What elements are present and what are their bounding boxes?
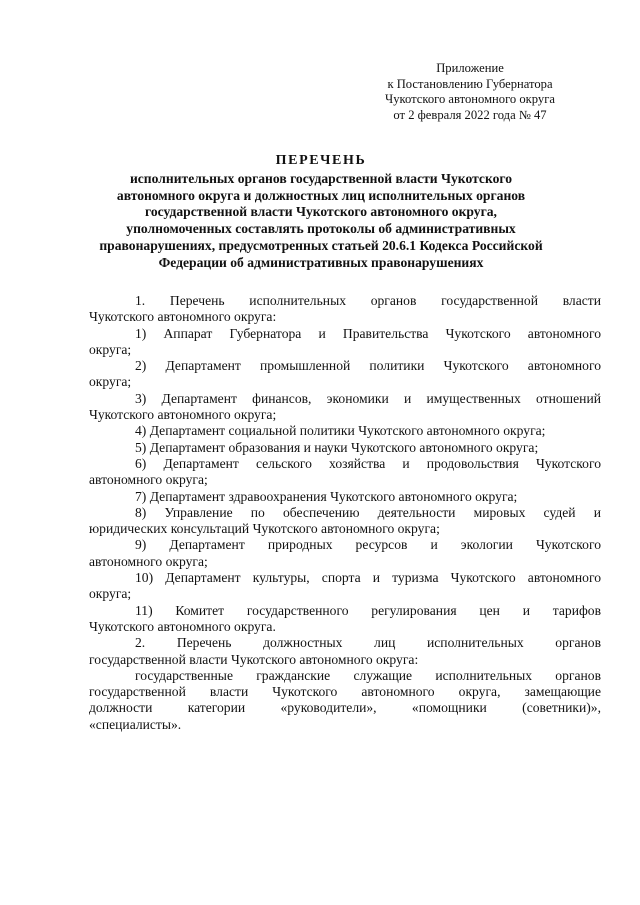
appendix-date-number: от 2 февраля 2022 года № 47 bbox=[393, 107, 547, 122]
text-line: 10) Департамент культуры, спорта и туризма Чукотского автономного bbox=[135, 570, 601, 586]
list-item bbox=[89, 440, 601, 456]
document-body bbox=[89, 293, 601, 733]
title-heading: ПЕРЕЧЕНЬ bbox=[275, 153, 367, 168]
text-line: 2. Перечень должностных лиц исполнительных органов bbox=[135, 635, 601, 651]
text-line: Чукотского автономного округа: bbox=[89, 309, 277, 325]
text-line: 1) Аппарат Губернатора и Правительства Чукотского автономного bbox=[135, 325, 601, 341]
text-line: государственной власти Чукотского автономного округа, замещающие bbox=[89, 684, 601, 700]
text-line: государственной власти Чукотского автономного округа: bbox=[89, 651, 419, 667]
text-line: государственные гражданские служащие исполнительных органов bbox=[135, 667, 601, 683]
title-line: исполнительных органов государственной власти Чукотского bbox=[129, 170, 513, 186]
text-line: округа; bbox=[89, 374, 132, 390]
section-1-intro bbox=[89, 293, 601, 326]
list-item bbox=[89, 423, 601, 439]
appendix-region: Чукотского автономного округа bbox=[385, 92, 555, 107]
list-item bbox=[89, 603, 601, 636]
text-line: должности категории «руководители», «помощники (советники)», bbox=[89, 700, 601, 716]
text-line: 11) Комитет государственного регулирования цен и тарифов bbox=[135, 602, 601, 618]
list-item bbox=[89, 358, 601, 391]
section-2-officials bbox=[89, 668, 601, 733]
text-line: округа; bbox=[89, 586, 132, 602]
text-line: Чукотского автономного округа. bbox=[89, 618, 276, 634]
text-line: округа; bbox=[89, 341, 132, 357]
list-item bbox=[89, 537, 601, 570]
text-line: 6) Департамент сельского хозяйства и продовольствия Чукотского bbox=[135, 455, 601, 471]
title-line: Федерации об административных правонарушениях bbox=[158, 254, 484, 270]
text-line: Чукотского автономного округа; bbox=[89, 407, 277, 423]
text-line: автономного округа; bbox=[89, 553, 208, 569]
title-line: правонарушениях, предусмотренных статьей 20.6.1 Кодекса Российской bbox=[99, 237, 543, 253]
list-item bbox=[89, 505, 601, 538]
title-line: автономного округа и должностных лиц исполнительных органов bbox=[116, 187, 526, 203]
text-line: автономного округа; bbox=[89, 472, 208, 488]
list-item bbox=[89, 570, 601, 603]
document-title bbox=[76, 153, 566, 272]
list-item bbox=[89, 326, 601, 359]
text-line: 2) Департамент промышленной политики Чукотского автономного bbox=[135, 358, 601, 374]
text-line: 1. Перечень исполнительных органов государственной власти bbox=[135, 293, 601, 308]
text-line: 7) Департамент здравоохранения Чукотского автономного округа; bbox=[135, 488, 518, 504]
list-item bbox=[89, 456, 601, 489]
text-line: 4) Департамент социальной политики Чукотского автономного округа; bbox=[135, 423, 546, 439]
text-line: 5) Департамент образования и науки Чукотского автономного округа; bbox=[135, 439, 539, 455]
text-line: 3) Департамент финансов, экономики и имущественных отношений bbox=[135, 390, 601, 406]
text-line: 8) Управление по обеспечению деятельности мировых судей и bbox=[135, 504, 601, 520]
appendix-resolution-ref: к Постановлению Губернатора bbox=[387, 76, 553, 91]
list-item bbox=[89, 489, 601, 505]
appendix-label: Приложение bbox=[436, 61, 504, 75]
appendix-header bbox=[360, 61, 580, 123]
text-line: 9) Департамент природных ресурсов и экологии Чукотского bbox=[135, 537, 601, 553]
section-2-intro bbox=[89, 635, 601, 668]
title-line: государственной власти Чукотского автономного округа, bbox=[145, 204, 497, 220]
text-line: «специалисты». bbox=[89, 716, 182, 732]
title-line: уполномоченных составлять протоколы об административных bbox=[126, 221, 516, 237]
text-line: юридических консультаций Чукотского автономного округа; bbox=[89, 521, 440, 537]
list-item bbox=[89, 391, 601, 424]
